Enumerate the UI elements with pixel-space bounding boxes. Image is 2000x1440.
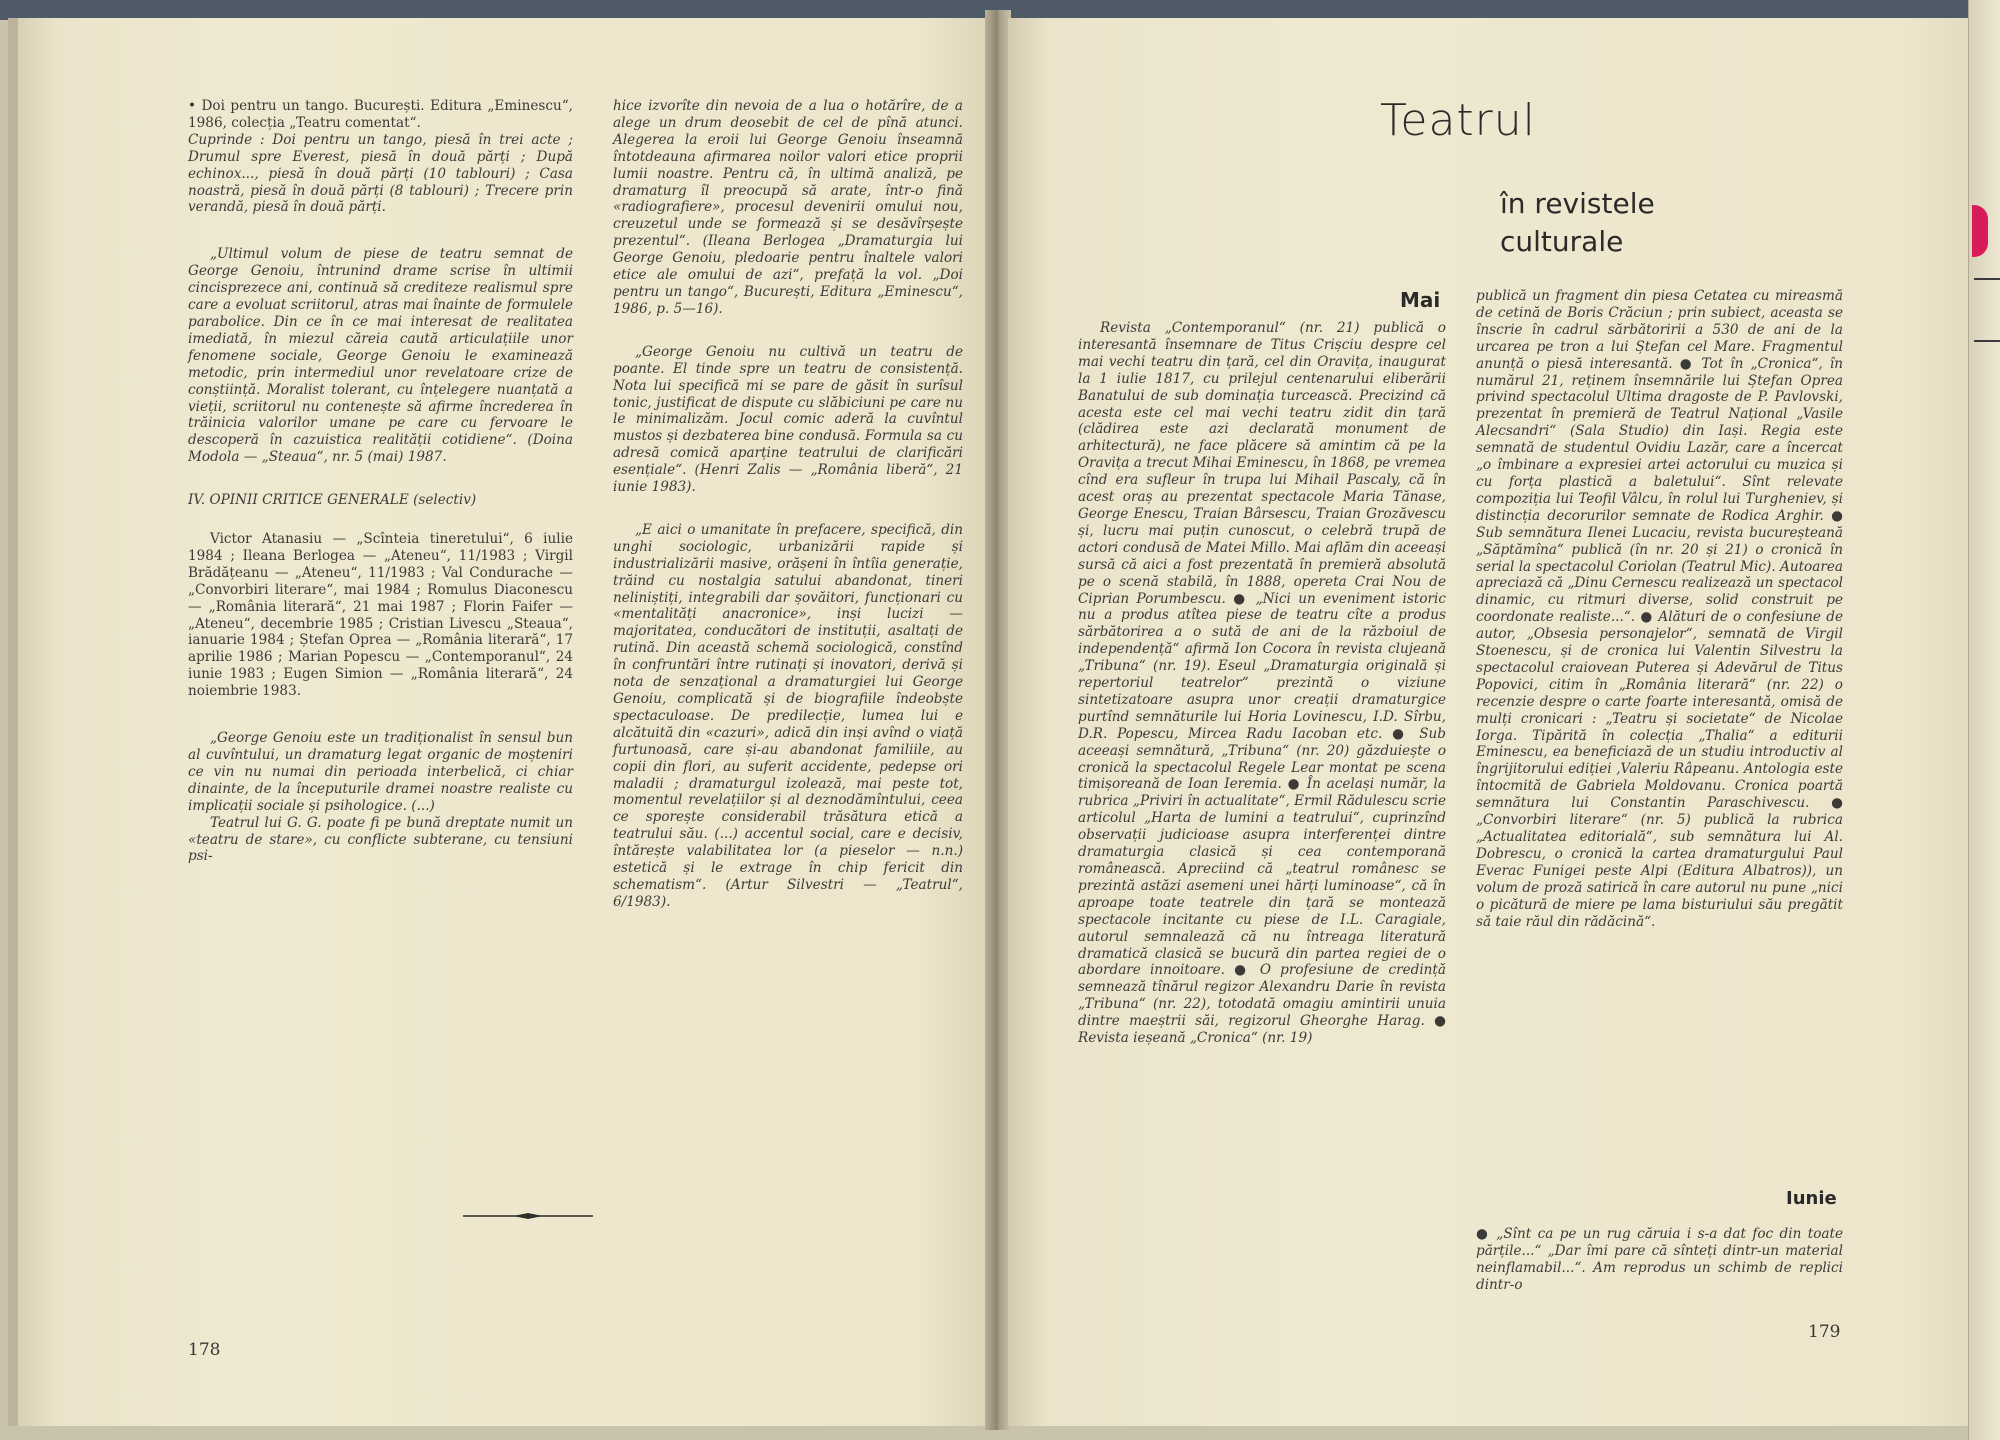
quote-modola: „Ultimul volum de piese de teatru semnat de George Genoiu, întrunind drame scrise în ultimii cincisprezece ani, continuă să crediteze realismul spre care a evoluat scriitorul, atras mai înainte de formulele parabolice. Din ce în ce mai interesat de realitatea imediată, în miezul căreia caută articulațiile unor fenomene sociale, George Genoiu le examinează metodic, prin intermediul unor revelatoare crize de conștiință. Moralist tolerant, cu înțelegere nuanțată a vieții, scriitorul nu contenește să afirme încrederea în trăinicia valorilor umane pe care cu fervoare le descoperă în cazuistica realității cotidiene“. (Doina Modola — „Steaua“, nr. 5 (mai) 1987. bbox=[188, 246, 573, 466]
article-subtitle bbox=[1500, 185, 1720, 261]
book-entry: • Doi pentru un tango. București. Editura „Eminescu“, 1986, colecția „Teatru comentat“. bbox=[188, 98, 573, 131]
quote-berlogea: hice izvorîte din nevoia de a lua o hotărîre, de a alege un drum deosebit de cel de pînă atunci. Alegerea la eroii lui George Genoiu înseamnă întotdeauna afirmarea noilor valori etice proprii lumii noastre. Pentru că, în ultimă analiză, pe dramaturg îl preocupă să arate, într-o fină «radiografiere», procesul devenirii omului nou, creuzetul unde se formează și se desăvîrșește prezentul“. (Ileana Berlogea „Dramaturgia lui George Genoiu, pledoarie pentru înaltele valori etice ale omului de azi“, prefață la vol. „Doi pentru un tango“, București, Editura „Eminescu“, 1986, p. 5—16). bbox=[613, 98, 963, 317]
page-number-right: 179 bbox=[1808, 1322, 1841, 1342]
may-review-text-cont: publică un fragment din piesa Cetatea cu mireasmă de cetină de Boris Crăciun ; prin subiect, aceasta se înscrie în cadrul sărbătoririi a 530 de ani de la urcarea pe tron a lui Ștefan cel Mare. Fragmentul anunță o piesă interesantă. ● Tot în „Cronica“, în numărul 21, reținem însemnările lui Ștefan Oprea privind spectacolul Ultima dragoste de P. Pavlovski, prezentat în premieră de Teatrul Național „Vasile Alecsandri“ (Sala Studio) din Iași. Regia este semnată de studentul Ovidiu Lazăr, care a încercat „o îmbinare a expresiei artei actorului cu muzica și cu forța plastică a baletului“. Sînt relevate compoziția lui Teofil Vâlcu, în rolul lui Turgheniev, și distincția decorurilor semnate de Rodica Arghir. ● Sub semnătura Ilenei Lucaciu, revista bucureșteană „Săptămîna“ publică (în nr. 20 și 21) o cronică în serial la spectacolul Coriolan (Teatrul Mic). Autoarea apreciază că „Dinu Cernescu realizează un spectacol dinamic, cu ritmuri diverse, solid construit pe coordonate realiste...“. ● Alături de o confesiune de autor, „Obsesia personajelor“, semnată de Virgil Stoenescu, și de cronica lui Valentin Silvestru la spectacolul craiovean Puterea și Adevărul de Titus Popovici, citim în „România literară“ (nr. 22) o recenzie despre o carte foarte interesantă, omisă de mulți cronicari : „Teatru și societate“ de Nicolae Iorga. Tipărită în colecția „Thalia“ a editurii Eminescu, ea beneficiază de un studiu introductiv al îngrijitorului ediției ,Valeriu Râpeanu. Antologia este întocmită de Gabriela Moldovanu. Cronica poartă semnătura lui Constantin Paraschivescu. ● „Convorbiri literare“ (nr. 5) publică la rubrica „Actualitatea editorială“, sub semnătura lui Al. Dobrescu, o cronică la cartea dramaturgului Paul Everac Funigei peste Alpi (Editura Albatros)), un volum de proză satirică în care autorul nu pune „nici o picătură de miere pe lama bisturiului său pregătit să taie răul din rădăcină“. bbox=[1476, 288, 1843, 930]
edge-mark-2 bbox=[1974, 340, 2000, 342]
section-heading-june: Iunie bbox=[1786, 1188, 1837, 1209]
june-review-text: ● „Sînt ca pe un rug căruia i s-a dat foc din toate părțile...“ „Dar îmi pare că sînteți dintr-un material neinflamabil...“. Am reprodus un schimb de replici dintr-o bbox=[1476, 1226, 1843, 1293]
section-heading-may: Mai bbox=[1400, 288, 1441, 312]
subtitle-line-2: culturale bbox=[1500, 225, 1624, 258]
quote-tradition-cont: Teatrul lui G. G. poate fi pe bună dreptate numit un «teatru de stare», cu conflicte subterane, cu tensiuni psi- bbox=[188, 814, 573, 865]
left-column-1 bbox=[188, 98, 573, 879]
bookmark-tab bbox=[1972, 205, 1988, 257]
right-column-2 bbox=[1476, 288, 1843, 944]
quote-silvestri: „E aici o umanitate în prefacere, specifică, din unghi sociologic, urbanizării rapide și industrializării masive, orășeni în întîia generație, trăind cu nostalgia satului abandonat, tineri neliniștiți, integrabili dar șovăitori, funcționari cu «mentalități anacronice», inși lucizi — majoritatea, conducători de instituții, asaltați de rutină. Din această schemă sociologică, constînd în confruntări între rutinați și inovatori, derivă și nota de senzațional a dramaturgiei lui George Genoiu, complicată și de biografiile îndeobște spectaculoase. De predilecție, lumea lui e alcătuită din «cazuri», adică din inși avînd o viață furtunoasă, care și-au abandonat familiile, au copii din flori, au suferit accidente, pedepse ori maladii ; dramaturgul izolează, mai peste tot, momentul revelațiilor și al deznodămîntului, ceea ce sporește considerabil trăsătura etică a teatrului său. (...) accentul social, care e decisiv, întărește valabilitatea lor (a pieselor — n.n.) estetică și le extrage în chip fericit din schematism“. (Artur Silvestri — „Teatrul“, 6/1983). bbox=[613, 521, 963, 910]
page-number-left: 178 bbox=[188, 1340, 221, 1360]
quote-zalis: „George Genoiu nu cultivă un teatru de poante. El tinde spre un teatru de consistență. Nota lui specifică mi se pare de găsit în surîsul tonic, justificat de dispute cu slăbiciuni pe care nu le minimalizăm. Jocul comic aderă la cuvîntul mustos și dezbaterea bine condusă. Formula sa cu adresă comică aparține teatrului de clarificări esențiale“. (Henri Zalis — „România liberă“, 21 iunie 1983). bbox=[613, 343, 963, 496]
edge-mark-1 bbox=[1974, 278, 2000, 280]
may-review-text: Revista „Contemporanul“ (nr. 21) publică o interesantă însemnare de Titus Crișciu despre cel mai vechi teatru din țară, cel din Oravița, inaugurat la 1 iulie 1817, cu prilejul centenarului eliberării Banatului de sub dominația turcească. Precizind că acesta este cel mai vechi teatru zidit din țară (clădirea este azi declarată monument de arhitectură), ne face plăcere să amintim că pe la Oravița a trecut Mihai Eminescu, în 1868, pe vremea cînd era sufleur în trupa lui Mihail Pascaly, că în acest oraș au prezentat spectacole Maria Tănase, George Enescu, Traian Bârsescu, Traian Grozăvescu și, lucru mai puțin cunoscut, o celebră trupă de actori condusă de Matei Millo. Mai aflăm din aceeași sursă că aici a fost prezentată în premieră absolută pe o scenă stabilă, în 1888, opereta Crai Nou de Ciprian Porumbescu. ● „Nici un eveniment istoric nu a produs atîtea piese de teatru cîte a produs sărbătorirea a o sută de ani de la războiul de independență“ afirmă Ion Cocora în revista clujeană „Tribuna“ (nr. 19). Eseul „Dramaturgia originală și repertoriul teatrelor“ prezintă o viziune sintetizatoare asupra unor creații dramaturgice purtînd semnăturile lui Horia Lovinescu, I.D. Sîrbu, D.R. Popescu, Mircea Radu Iacoban etc. ● Sub aceeași semnătură, „Tribuna“ (nr. 20) găzduiește o cronică la spectacolul Regele Lear montat pe scena timișoreană de Ioan Ieremia. ● În același număr, la rubrica „Priviri în actualitate“, Ermil Rădulescu scrie articolul „Harta de lumini a teatrului“, cuprinzînd observații judicioase asupra interferenței dintre dramaturgia clasică și cea contemporană românească. Apreciind că „teatrul românesc se prezintă astăzi asemeni unei hărți luminoase“, că în aproape toate teatrele din țară se montează spectacole incitante cu piese de I.L. Caragiale, autorul semnalează că nu întreaga literatură dramatică clasică se bucură din partea regiei de o abordare innoitoare. ● O profesiune de credință semnează tînărul regizor Alexandru Darie în revista „Tribuna“ (nr. 22), totodată omagiu amintirii unuia dintre maeștrii săi, regizorul Gheorghe Harag. ● Revista ieșeană „Cronica“ (nr. 19) bbox=[1078, 320, 1446, 1047]
article-title: Teatrul bbox=[1380, 95, 1536, 146]
left-column-2 bbox=[613, 98, 963, 925]
june-column bbox=[1476, 1226, 1843, 1308]
left-page bbox=[8, 18, 992, 1426]
quote-tradition: „George Genoiu este un tradiționalist în sensul bun al cuvîntului, un dramaturg legat organic de moșteniri ce vin nu numai din perioada interbelică, ci chiar dinainte, de la începuturile dramei noastre realiste cu implicații sociale și psihologice. (...) bbox=[188, 730, 573, 814]
subtitle-line-1: în revistele bbox=[1500, 187, 1655, 220]
critics-list: Victor Atanasiu — „Scînteia tineretului“, 6 iulie 1984 ; Ileana Berlogea — „Ateneu“, 11/1983 ; Virgil Brădățeanu — „Ateneu“, 11/1983 ; Val Condurache — „Convorbiri literare“, mai 1984 ; Romulus Diaconescu — „România literară“, 21 mai 1987 ; Florin Faifer — „Ateneu“, decembrie 1985 ; Cristian Livescu „Steaua“, ianuarie 1984 ; Ștefan Oprea — „România literară“, 17 aprilie 1986 ; Marian Popescu — „Contemporanul“, 24 iunie 1983 ; Eugen Simion — „România literară“, 24 noiembrie 1983. bbox=[188, 531, 573, 700]
right-column-1 bbox=[1078, 320, 1446, 1061]
section-divider bbox=[463, 1212, 593, 1220]
book-contents: Cuprinde : Doi pentru un tango, piesă în trei acte ; Drumul spre Everest, piesă în două părți ; După echinox..., piesă în două părți (10 tablouri) ; Casa noastră, piesă în două părți (8 tablouri) ; Trecere prin verandă, piesă în două părți. bbox=[188, 131, 573, 216]
section-heading-critical-opinions: IV. OPINII CRITICE GENERALE (selectiv) bbox=[188, 492, 477, 509]
